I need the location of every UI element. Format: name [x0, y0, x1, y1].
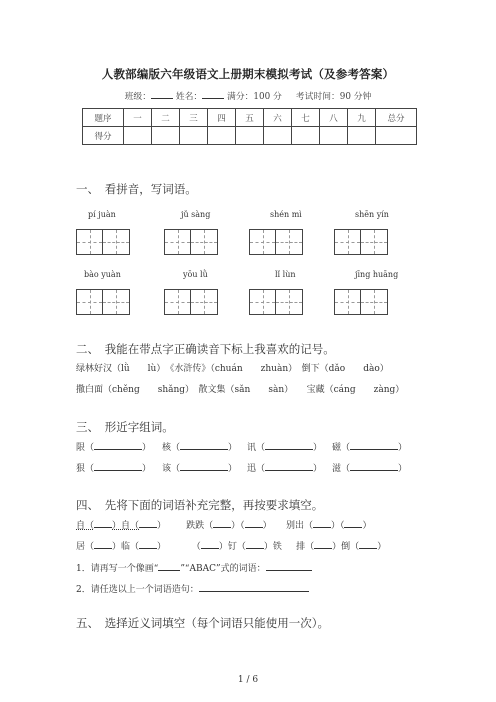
writing-grid[interactable]: [164, 289, 218, 315]
answer-blank[interactable]: [246, 540, 264, 549]
word-group-item: 该（ ）: [162, 464, 238, 474]
idiom-fill-line-2: 居（ ）临（ ） （ ）钉（ ）铁 排（ ）倒（ ）: [76, 542, 387, 552]
section-2-heading: 二、 我能在带点字正确读音下标上我喜欢的记号。: [76, 342, 335, 356]
answer-blank[interactable]: [213, 519, 231, 528]
pinyin-label: lǐ lùn: [275, 270, 296, 279]
score-table-score-row: [83, 127, 417, 145]
score-header-cell: 六: [264, 109, 292, 127]
answer-blank[interactable]: [94, 519, 112, 528]
score-cell[interactable]: [376, 127, 417, 145]
answer-blank[interactable]: [245, 519, 263, 528]
pinyin-label: jǔ sàng: [181, 210, 211, 219]
reading-line-2: 撒白面（chěng shǎng） 散文集（sǎn sàn） 宝藏（cáng zàng）: [76, 385, 405, 395]
pinyin-label: shén mì: [270, 210, 302, 219]
name-blank: [202, 90, 224, 99]
writing-grid[interactable]: [249, 289, 303, 315]
score-header-cell: 二: [152, 109, 180, 127]
score-cell[interactable]: [348, 127, 376, 145]
question-1: 1．请再写一个像画“ ”“ABAC”式的词语：: [76, 561, 312, 574]
answer-blank[interactable]: [94, 462, 142, 471]
name-label: 姓名：: [175, 92, 203, 102]
answer-blank[interactable]: [265, 462, 313, 471]
score-label: 满分：100 分: [227, 92, 282, 102]
score-header-cell: 八: [320, 109, 348, 127]
answer-blank[interactable]: [350, 462, 398, 471]
pinyin-label: jīng huāng: [355, 270, 399, 279]
answer-blank[interactable]: [344, 519, 362, 528]
score-header-cell: 七: [292, 109, 320, 127]
score-cell[interactable]: [264, 127, 292, 145]
section-4-heading: 四、 先将下面的词语补充完整，再按要求填空。: [76, 498, 324, 512]
score-header-cell: 总分: [376, 109, 417, 127]
answer-blank[interactable]: [180, 441, 228, 450]
answer-blank[interactable]: [180, 462, 228, 471]
word-group-item: 磁（ ）: [332, 443, 408, 453]
exam-info: [0, 89, 496, 102]
answer-blank[interactable]: [94, 540, 112, 549]
answer-blank[interactable]: [314, 540, 332, 549]
word-group-item: 限（ ）: [76, 443, 152, 453]
score-header-cell: 五: [236, 109, 264, 127]
question-2: 2．请任选以上一个词语造句：: [76, 582, 309, 595]
score-cell[interactable]: [180, 127, 208, 145]
time-label: 考试时间：90 分钟: [295, 92, 372, 102]
answer-blank[interactable]: [94, 441, 142, 450]
score-header-cell: 一: [124, 109, 152, 127]
score-row-label: 得分: [83, 127, 124, 145]
score-header-cell: 四: [208, 109, 236, 127]
reading-line-1: 绿林好汉（lǜ lù） 《水浒传》（chuán zhuàn） 倒下（dǎo dào）: [76, 364, 389, 374]
score-header-cell: 题序: [83, 109, 124, 127]
score-cell[interactable]: [124, 127, 152, 145]
answer-blank[interactable]: [201, 540, 219, 549]
word-group-item: 讯（ ）: [247, 443, 323, 453]
pinyin-label: bào yuàn: [84, 270, 121, 279]
writing-grid[interactable]: [76, 289, 130, 315]
score-table: [82, 108, 417, 145]
score-cell[interactable]: [152, 127, 180, 145]
answer-blank[interactable]: [139, 540, 157, 549]
score-header-cell: 三: [180, 109, 208, 127]
score-table-header-row: [83, 109, 417, 127]
page-title: 人教部编版六年级语文上册期末模拟考试（及参考答案）: [101, 67, 395, 81]
score-cell[interactable]: [292, 127, 320, 145]
score-header-cell: 九: [348, 109, 376, 127]
answer-blank[interactable]: [139, 519, 157, 528]
writing-grid[interactable]: [334, 229, 388, 255]
word-group-item: 迅（ ）: [247, 464, 323, 474]
pinyin-label: yōu lǜ: [183, 270, 208, 279]
answer-blank[interactable]: [350, 441, 398, 450]
score-cell[interactable]: [208, 127, 236, 145]
answer-blank[interactable]: [265, 441, 313, 450]
score-cell[interactable]: [320, 127, 348, 145]
word-group-item: 狠（ ）: [76, 464, 152, 474]
answer-blank[interactable]: [313, 519, 331, 528]
answer-blank[interactable]: [158, 562, 180, 571]
writing-grid[interactable]: [164, 229, 218, 255]
pinyin-label: pí juàn: [88, 210, 116, 219]
section-5-heading: 五、 选择近义词填空（每个词语只能使用一次）。: [76, 616, 329, 630]
page-number: 1 / 6: [237, 675, 259, 685]
answer-blank[interactable]: [199, 583, 309, 592]
section-1-heading: 一、 看拼音，写词语。: [76, 182, 197, 196]
word-group-item: 核（ ）: [162, 443, 238, 453]
class-label: 班级：: [124, 92, 152, 102]
word-group-item: 滋（ ）: [332, 464, 408, 474]
idiom-fill-line-1: 自（ ）自（ ） 跌跌（ ）（ ） 别出（ ）（ ）: [76, 521, 372, 531]
answer-blank[interactable]: [266, 562, 312, 571]
writing-grid[interactable]: [76, 229, 130, 255]
writing-grid[interactable]: [334, 289, 388, 315]
score-cell[interactable]: [236, 127, 264, 145]
answer-blank[interactable]: [359, 540, 377, 549]
section-3-heading: 三、 形近字组词。: [76, 420, 174, 434]
pinyin-label: shēn yín: [355, 210, 389, 219]
writing-grid[interactable]: [249, 229, 303, 255]
class-blank: [151, 90, 173, 99]
